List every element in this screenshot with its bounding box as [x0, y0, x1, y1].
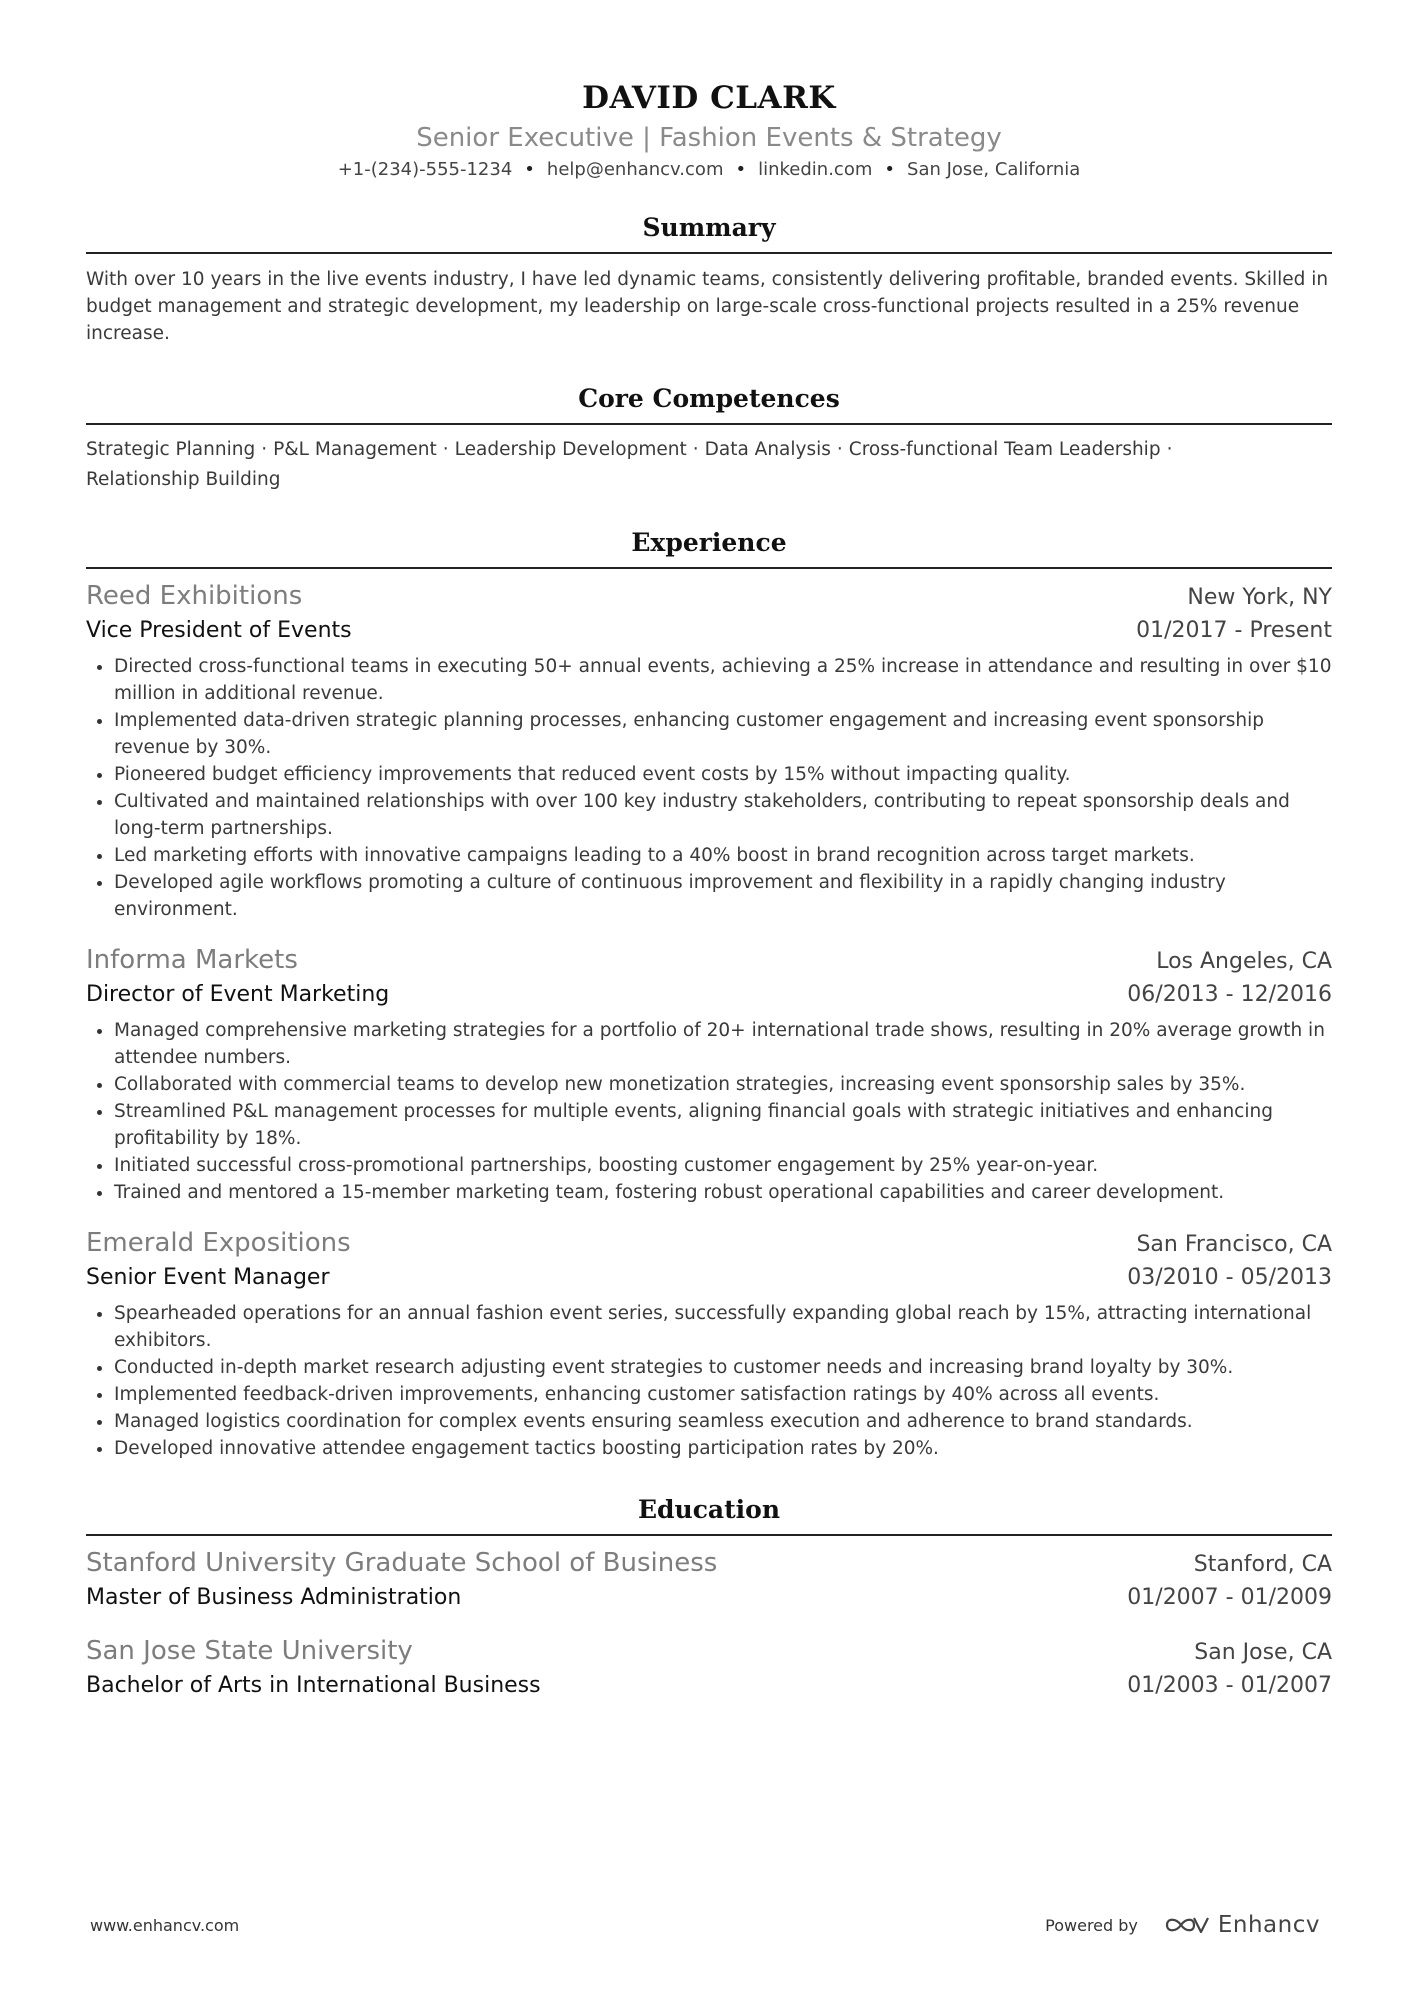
footer-website-link[interactable]: www.enhancv.com [90, 1915, 240, 1935]
job-entry [86, 943, 1332, 1206]
job-bullets [86, 1300, 1332, 1462]
summary-section [86, 210, 1332, 347]
job-bullets [86, 1017, 1332, 1206]
job-location: Los Angeles, CA [1156, 949, 1332, 974]
skill-item: Cross-functional Team Leadership [848, 439, 1161, 460]
job-entry [86, 1226, 1332, 1462]
skill-item: Strategic Planning [86, 439, 256, 460]
separator-dot: · [1166, 439, 1173, 460]
bullet-item: • Spearheaded operations for an annual fashion event series, successfully expanding global reach by 15%, attracting international exhibitors. [114, 1300, 1332, 1354]
powered-by [1045, 1912, 1320, 1938]
separator-dot: · [442, 439, 449, 460]
degree: Master of Business Administration [86, 1585, 462, 1610]
separator-dot: · [692, 439, 699, 460]
job-title: Vice President of Events [86, 618, 352, 643]
skill-item: Relationship Building [86, 469, 281, 490]
school-name: Stanford University Graduate School of Business [86, 1548, 718, 1578]
candidate-name: DAVID CLARK [582, 80, 836, 116]
enhancv-logo-icon [1164, 1914, 1210, 1936]
bullet-item: • Conducted in-depth market research adjusting event strategies to customer needs and increasing brand loyalty by 30%. [114, 1354, 1332, 1381]
separator-dot: · [261, 439, 268, 460]
education-entry [86, 1546, 1332, 1614]
job-dates: 06/2013 - 12/2016 [1127, 982, 1332, 1007]
phone: +1-(234)-555-1234 [337, 159, 513, 180]
skill-item: Data Analysis [704, 439, 831, 460]
bullet-item: • Developed innovative attendee engagement tactics boosting participation rates by 20%. [114, 1435, 1332, 1462]
skills-list [86, 435, 1332, 495]
summary-text: With over 10 years in the live events industry, I have led dynamic teams, consistently delivering profitable, branded events. Skilled in budget management and strategic development, my leadership on large-scale cross-functional projects resulted in a 25% revenue increase. [86, 269, 1329, 344]
separator-dot: • [735, 159, 747, 180]
email[interactable]: help@enhancv.com [546, 159, 724, 180]
bullet-item: • Initiated successful cross-promotional partnerships, boosting customer engagement by 25% year-on-year. [114, 1152, 1332, 1179]
job-location: San Francisco, CA [1136, 1232, 1332, 1257]
contact-line [86, 156, 1332, 184]
school-location: Stanford, CA [1193, 1552, 1332, 1577]
resume-page [86, 74, 1332, 1702]
education-dates: 01/2007 - 01/2009 [1127, 1585, 1332, 1610]
bullet-item: • Developed agile workflows promoting a culture of continuous improvement and flexibility in a rapidly changing industry environment. [114, 869, 1332, 923]
bullet-item: • Trained and mentored a 15-member marketing team, fostering robust operational capabilities and career development. [114, 1179, 1332, 1206]
brand-name: Enhancv [1217, 1912, 1320, 1938]
company-name: Reed Exhibitions [86, 581, 303, 611]
summary-title: Summary [86, 210, 1332, 254]
company-name: Emerald Expositions [86, 1228, 351, 1258]
bullet-item: • Led marketing efforts with innovative campaigns leading to a 40% boost in brand recognition across target markets. [114, 842, 1332, 869]
bullet-item: • Implemented data-driven strategic planning processes, enhancing customer engagement and increasing event sponsorship revenue by 30%. [114, 707, 1332, 761]
job-title: Senior Event Manager [86, 1265, 330, 1290]
separator-dot: • [884, 159, 896, 180]
separator-dot: • [524, 159, 535, 180]
linkedin[interactable]: linkedin.com [758, 159, 873, 180]
bullet-item: • Pioneered budget efficiency improvements that reduced event costs by 15% without impacting quality. [114, 761, 1332, 788]
education-title: Education [86, 1492, 1332, 1536]
skill-item: P&L Management [273, 439, 437, 460]
experience-section [86, 525, 1332, 1462]
school-name: San Jose State University [86, 1636, 413, 1666]
powered-by-label: Powered by [1045, 1915, 1138, 1935]
bullet-item: • Managed comprehensive marketing strategies for a portfolio of 20+ international trade shows, resulting in 20% average growth in attendee numbers. [114, 1017, 1332, 1071]
competences-section [86, 381, 1332, 495]
bullet-item: • Streamlined P&L management processes for multiple events, aligning financial goals with strategic initiatives and enhancing profitability by 18%. [114, 1098, 1332, 1152]
education-entry [86, 1634, 1332, 1702]
location: San Jose, California [907, 159, 1081, 180]
job-title: Director of Event Marketing [86, 982, 390, 1007]
bullet-item: • Cultivated and maintained relationships with over 100 key industry stakeholders, contributing to repeat sponsorship deals and long-term partnerships. [114, 788, 1332, 842]
bullet-item: • Collaborated with commercial teams to develop new monetization strategies, increasing event sponsorship sales by 35%. [114, 1071, 1332, 1098]
company-name: Informa Markets [86, 945, 298, 975]
job-dates: 03/2010 - 05/2013 [1127, 1265, 1332, 1290]
school-location: San Jose, CA [1194, 1640, 1332, 1665]
candidate-headline: Senior Executive | Fashion Events & Strategy [416, 123, 1002, 153]
job-location: New York, NY [1187, 585, 1332, 610]
enhancv-brand[interactable] [1164, 1912, 1320, 1938]
job-dates: 01/2017 - Present [1136, 618, 1332, 643]
degree: Bachelor of Arts in International Business [86, 1673, 541, 1698]
bullet-item: • Managed logistics coordination for complex events ensuring seamless execution and adherence to brand standards. [114, 1408, 1332, 1435]
separator-dot: · [836, 439, 843, 460]
job-entry [86, 579, 1332, 923]
bullet-item: • Implemented feedback-driven improvements, enhancing customer satisfaction ratings by 40% across all events. [114, 1381, 1332, 1408]
competences-title: Core Competences [86, 381, 1332, 425]
job-bullets [86, 653, 1332, 923]
education-section [86, 1492, 1332, 1702]
bullet-item: • Directed cross-functional teams in executing 50+ annual events, achieving a 25% increase in attendance and resulting in over $10 million in additional revenue. [114, 653, 1332, 707]
education-dates: 01/2003 - 01/2007 [1127, 1673, 1332, 1698]
experience-title: Experience [86, 525, 1332, 569]
page-footer [90, 1912, 1320, 1938]
skill-item: Leadership Development [454, 439, 687, 460]
